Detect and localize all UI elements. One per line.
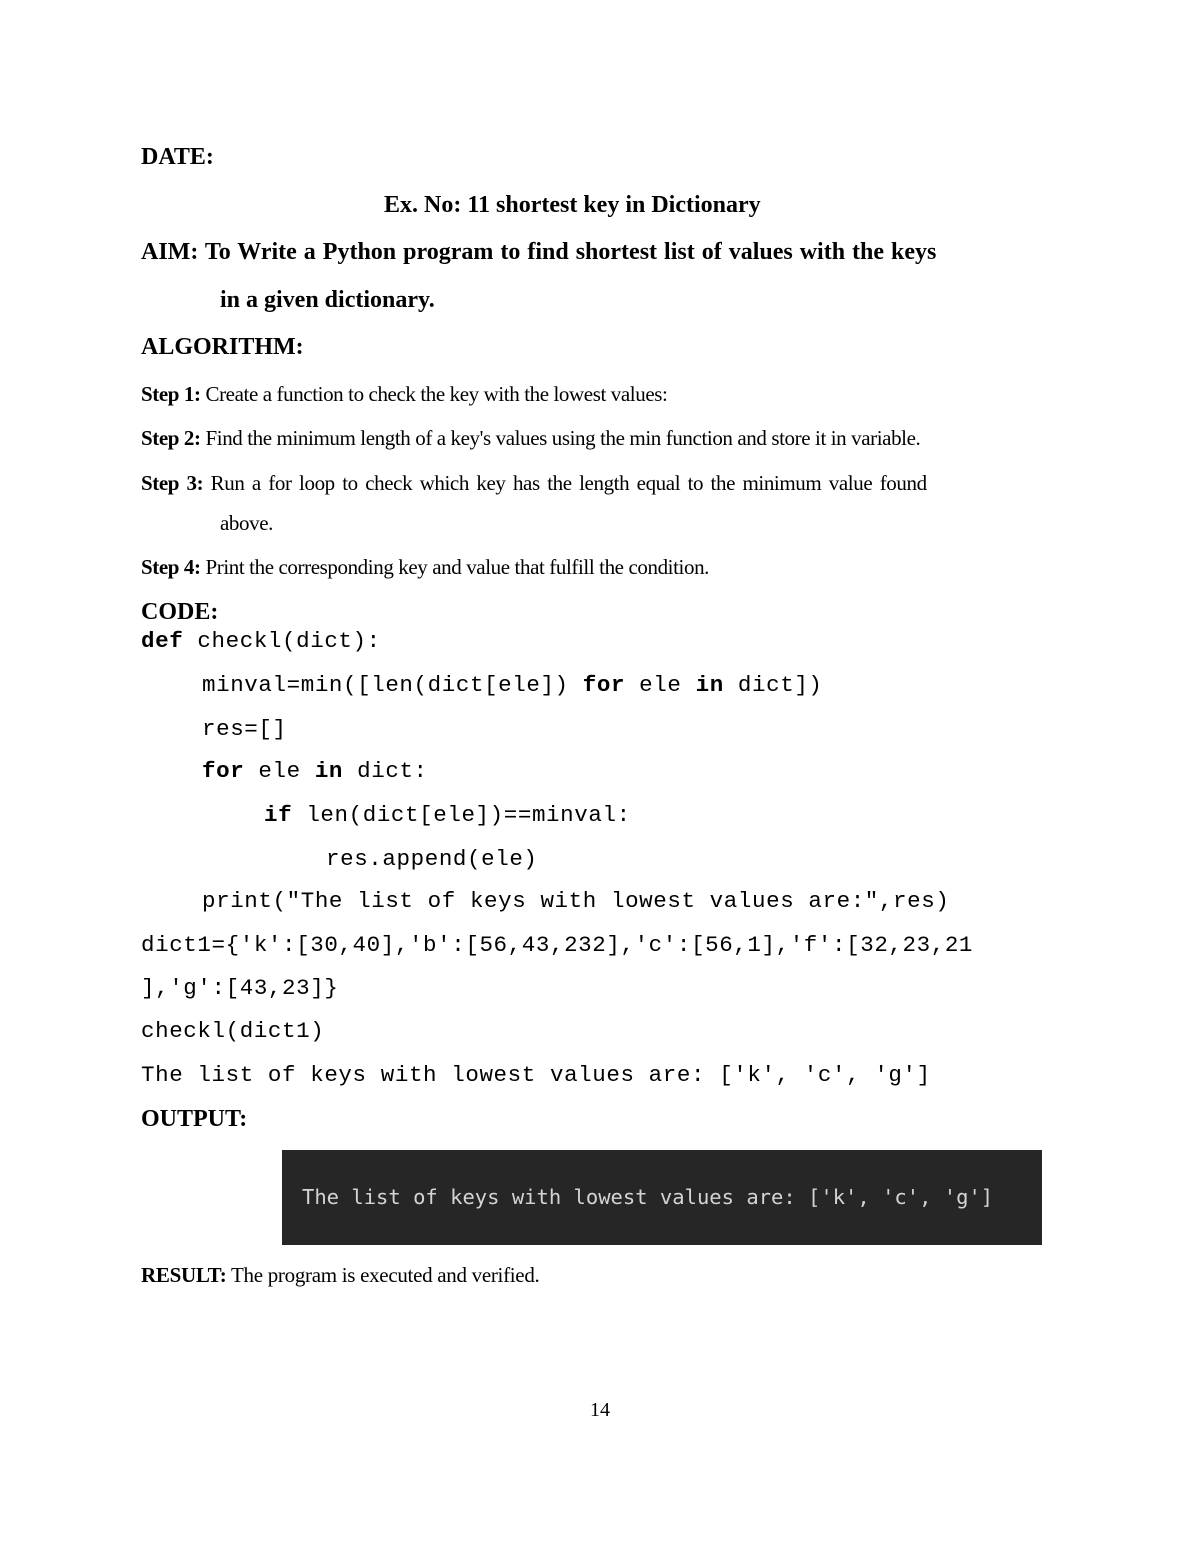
code-line-7: print("The list of keys with lowest values are:",res) (202, 888, 950, 914)
code-line-6: res.append(ele) (326, 846, 538, 872)
page-number: 14 (590, 1399, 610, 1421)
code-line-2 (202, 672, 823, 698)
step-4-label: Step 4: (141, 555, 201, 579)
date-label: DATE: (141, 144, 214, 170)
result-line (141, 1263, 539, 1288)
code-text: ele (625, 672, 696, 698)
step-3-text: Run a for loop to check which key has the length equal to the minimum value found (210, 471, 927, 495)
code-text: minval=min([len(dict[ele]) (202, 672, 583, 698)
code-keyword: if (264, 802, 293, 828)
code-keyword: def (141, 628, 184, 654)
result-text: The program is executed and verified. (231, 1263, 540, 1287)
code-line-5 (264, 802, 631, 828)
code-text: checkl(dict): (183, 628, 381, 654)
step-3-label: Step 3: (141, 471, 204, 495)
step-4-text: Print the corresponding key and value that fulfill the condition. (205, 555, 710, 579)
result-label: RESULT: (141, 1263, 227, 1287)
step-3-continuation: above. (220, 511, 273, 535)
aim-line-2: in a given dictionary. (220, 287, 435, 313)
code-line-8: dict1={'k':[30,40],'b':[56,43,232],'c':[56,1],'f':[32,23,21 (141, 932, 974, 958)
step-1 (141, 382, 667, 407)
code-line-3: res=[] (202, 716, 287, 742)
page-title: Ex. No: 11 shortest key in Dictionary (384, 192, 761, 218)
code-keyword: in (695, 672, 724, 698)
step-2-label: Step 2: (141, 426, 201, 450)
code-keyword: for (202, 758, 245, 784)
code-text: dict]) (723, 672, 823, 698)
step-4 (141, 555, 709, 580)
step-2 (141, 426, 920, 451)
step-1-label: Step 1: (141, 382, 201, 406)
code-keyword: for (582, 672, 626, 698)
code-line-10: checkl(dict1) (141, 1018, 325, 1044)
code-label: CODE: (141, 599, 219, 625)
code-line-4 (202, 758, 428, 784)
code-text: len(dict[ele])==minval: (292, 802, 631, 828)
code-line-11: The list of keys with lowest values are: ['k', 'c', 'g'] (141, 1062, 931, 1088)
aim-text: To Write a Python program to find shortest list of values with the keys (204, 239, 937, 265)
code-line-9: ],'g':[43,23]} (141, 975, 339, 1001)
aim-label: AIM: (141, 239, 199, 265)
output-console-text: The list of keys with lowest values are: ['k', 'c', 'g'] (302, 1185, 994, 1209)
step-2-text: Find the minimum length of a key's values using the min function and store it in variable. (205, 426, 921, 450)
algorithm-label: ALGORITHM: (141, 334, 304, 360)
code-keyword: in (314, 758, 344, 784)
code-text: ele (244, 758, 315, 784)
step-1-text: Create a function to check the key with the lowest values: (205, 382, 668, 406)
output-console-screenshot (282, 1150, 1042, 1245)
code-line-1 (141, 628, 381, 654)
code-text: dict: (343, 758, 428, 784)
output-label: OUTPUT: (141, 1106, 248, 1132)
step-3 (141, 471, 927, 496)
aim-line-1 (141, 239, 936, 266)
